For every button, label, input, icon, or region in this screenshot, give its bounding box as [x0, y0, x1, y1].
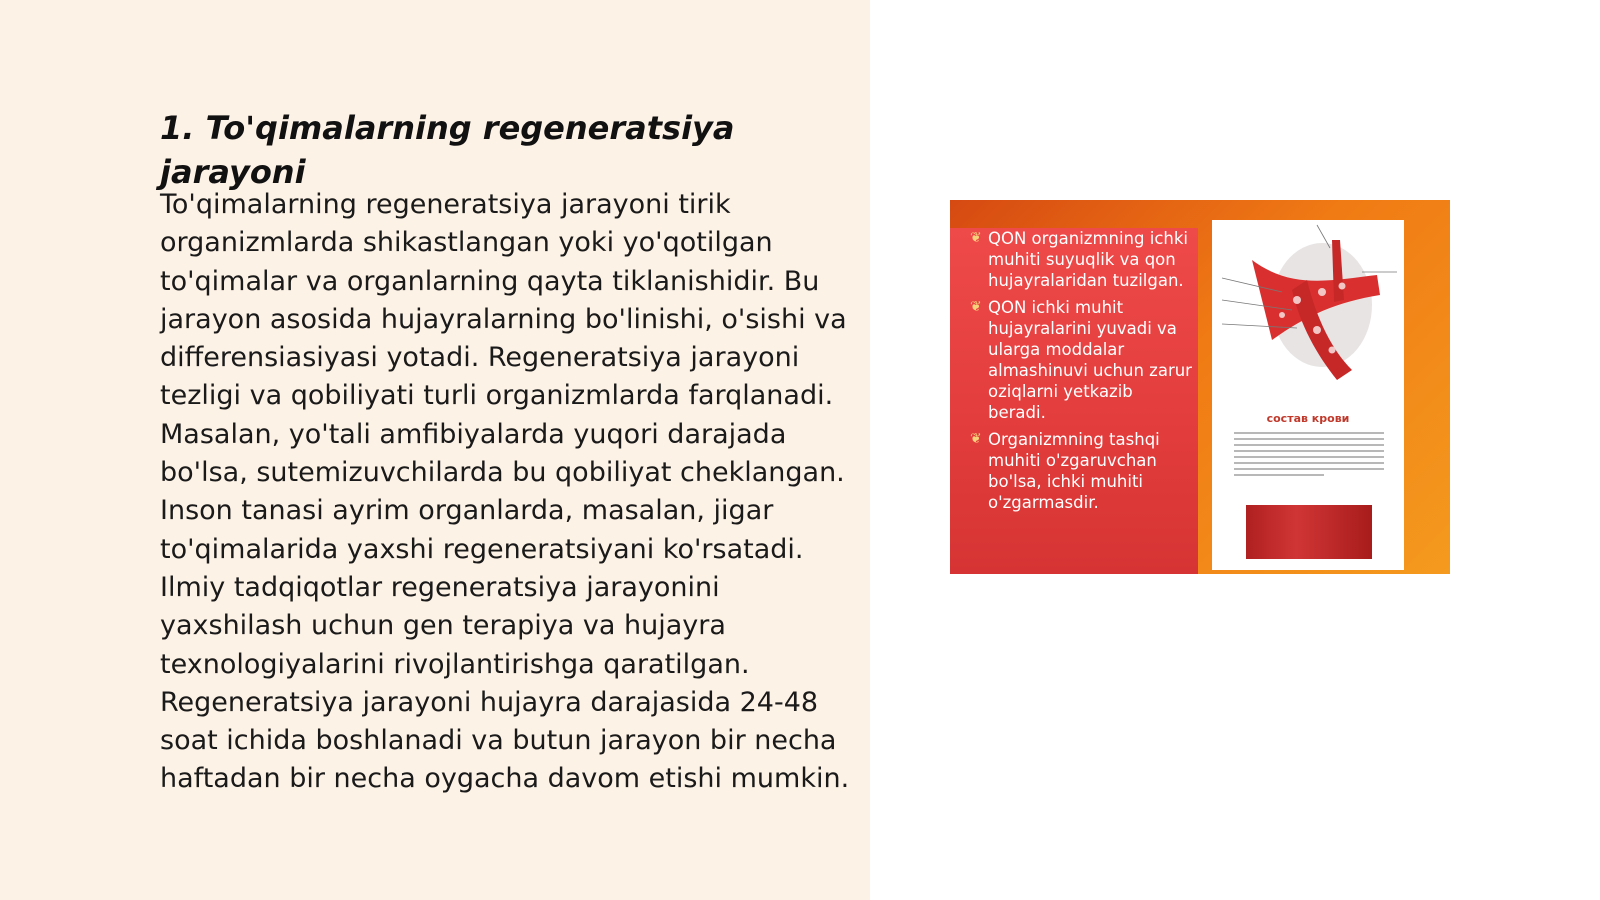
leaf-bullet-icon: ❦ — [970, 230, 982, 246]
bullet-list — [970, 228, 1192, 519]
leaf-bullet-icon: ❦ — [970, 431, 982, 447]
slide-title: 1. To'qimalarning regeneratsiya jarayoni — [160, 109, 735, 191]
leaf-bullet-icon: ❦ — [970, 299, 982, 315]
bullet-text: QON ichki muhit hujayralarini yuvadi va ularga moddalar almashinuvi uchun zarur oziqlarni yetkazib beradi. — [988, 298, 1192, 422]
bullet-item — [970, 297, 1192, 423]
slide-body-text: To'qimalarning regeneratsiya jarayoni tirik organizmlarda shikastlangan yoki yo'qotilgan to'qimalar va organlarning qayta tiklanishidir. Bu jarayon asosida hujayralarning bo'linishi, o'sishi va differensiasiyasi yotadi. Regeneratsiya jarayoni tezligi va qobiliyati turli organizmlarda farqlanadi. Masalan, yo'tali amfibiyalarda yuqori darajada bo'lsa, sutemizuvchilarda bu qobiliyat cheklangan. Inson tanasi ayrim organlarda, masalan, jigar to'qimalarida yaxshi regeneratsiyani ko'rsatadi. Ilmiy tadqiqotlar regeneratsiya jarayonini yaxshilash uchun gen terapiya va hujayra texnologiyalarini rivojlantirishga qaratilgan. Regeneratsiya jarayoni hujayra darajasida 24-48 soat ichida boshlanadi va butun jarayon bir necha haftadan bir necha oygacha davom etishi mumkin. — [160, 189, 850, 795]
sheet-heading: состав крови — [1266, 412, 1350, 425]
sheet-text-block — [1234, 432, 1384, 482]
blood-vessel-illustration — [1212, 220, 1404, 390]
blood-composition-image — [950, 200, 1450, 574]
blood-smear-illustration — [1246, 505, 1372, 559]
bullet-text: QON organizmning ichki muhiti suyuqlik va qon hujayralaridan tuzilgan. — [988, 229, 1188, 290]
bullet-text: Organizmning tashqi muhiti o'zgaruvchan bo'lsa, ichki muhiti o'zgarmasdir. — [988, 430, 1160, 512]
bullet-item — [970, 228, 1192, 291]
blood-info-sheet — [1212, 220, 1404, 570]
bullet-item — [970, 429, 1192, 513]
